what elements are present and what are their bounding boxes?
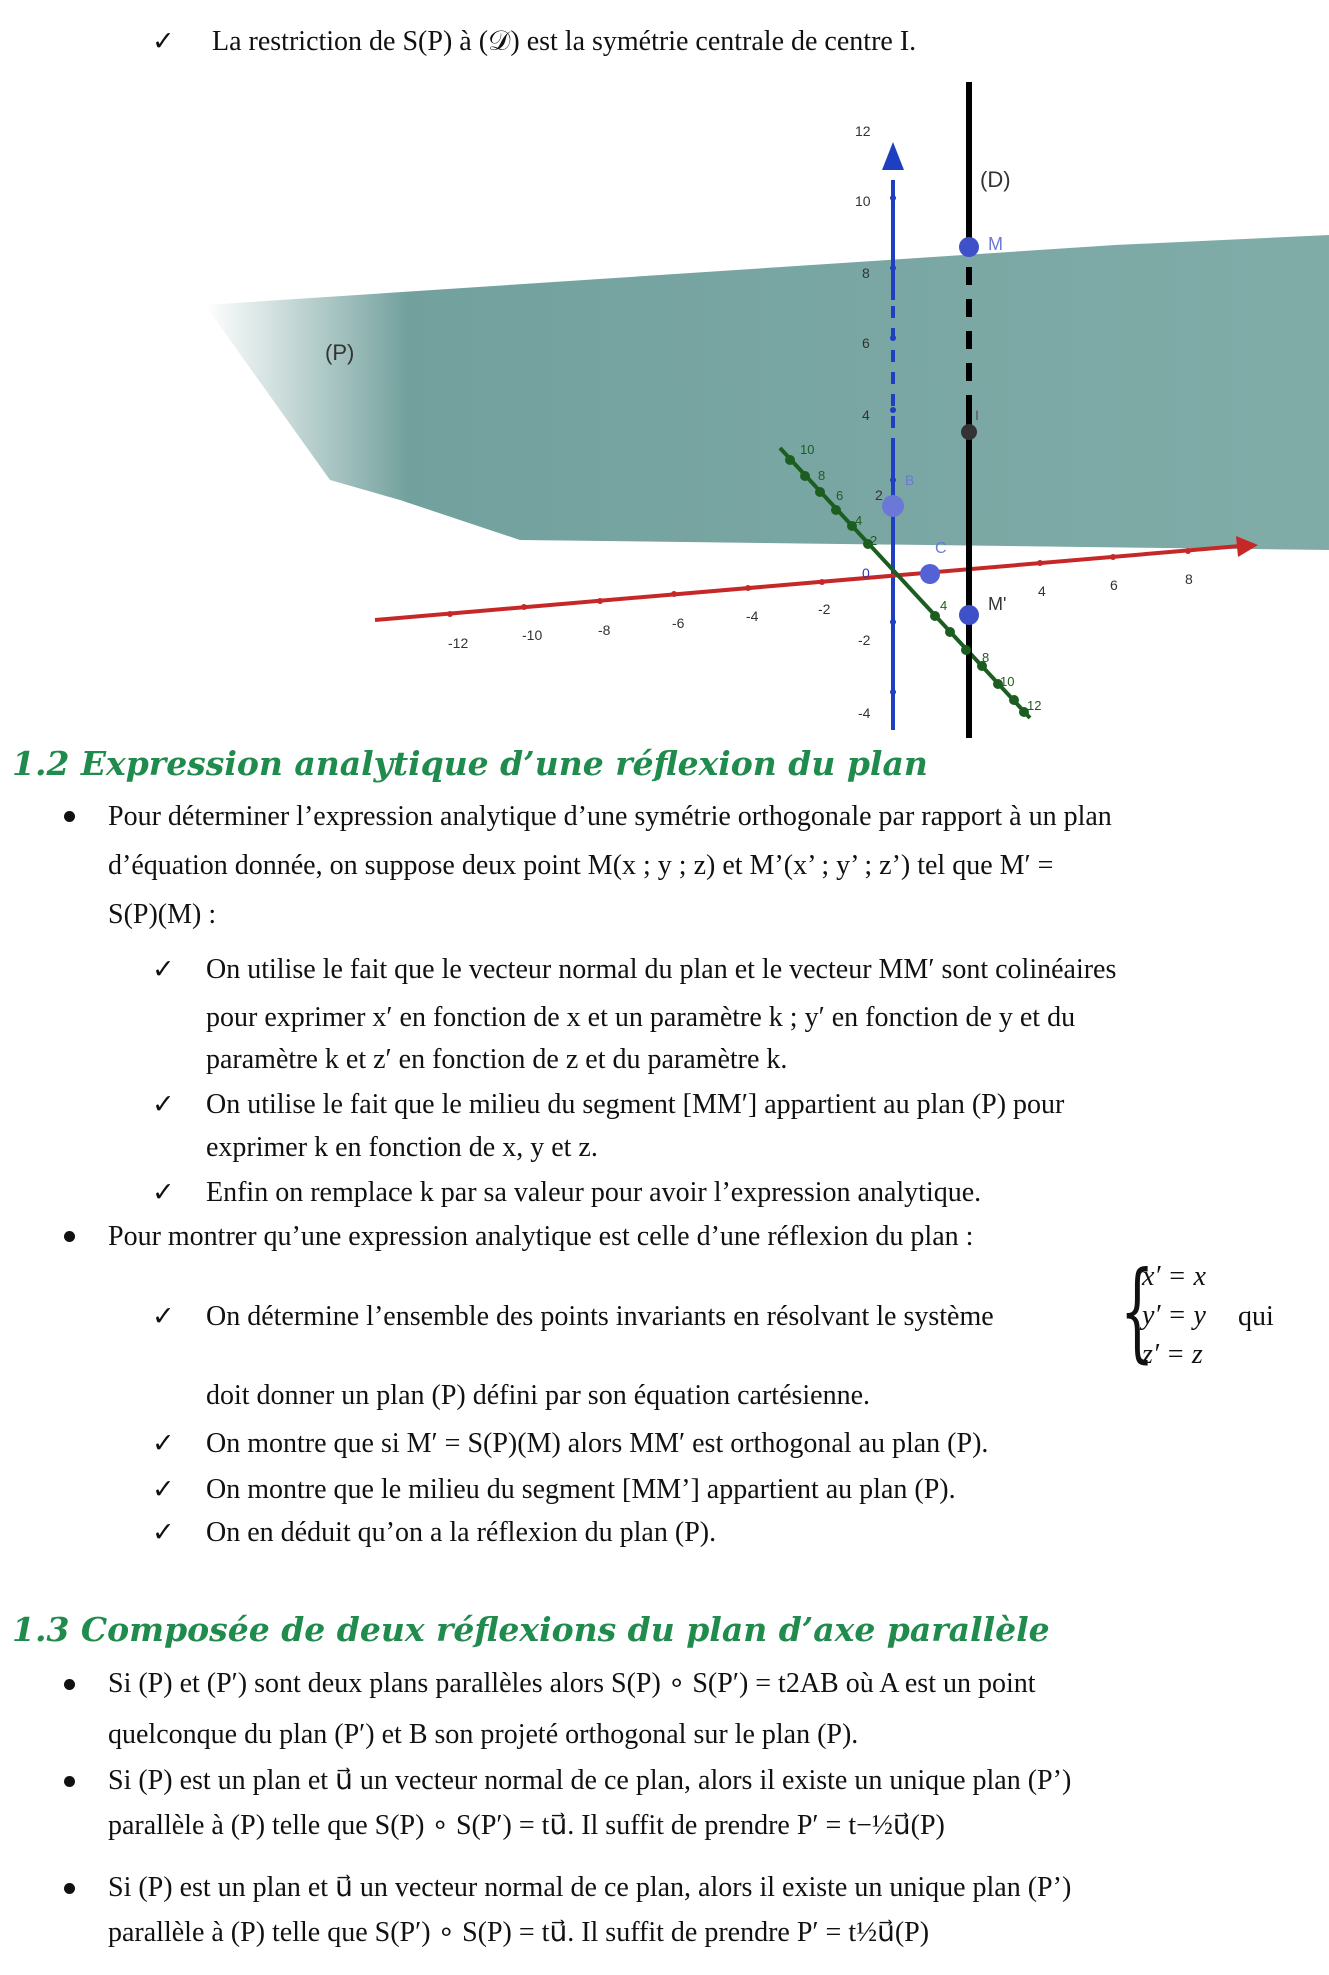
point-m-prime bbox=[959, 605, 979, 625]
x-tick-label: -12 bbox=[448, 635, 469, 651]
y-tick-label: 12 bbox=[855, 123, 871, 139]
check-icon: ✓ bbox=[152, 954, 175, 985]
x-tick-label: 4 bbox=[1038, 583, 1046, 599]
z-tick-label: 8 bbox=[982, 650, 990, 665]
origin-label: 0 bbox=[862, 565, 870, 581]
y-tick-label: 8 bbox=[862, 265, 870, 281]
x-tick-label: -2 bbox=[818, 601, 831, 617]
top-line: La restriction de S(P) à (𝒟) est la symétrie centrale de centre I. bbox=[212, 26, 917, 57]
y-tick-label: 2 bbox=[875, 487, 883, 503]
point-m bbox=[959, 237, 979, 257]
paragraph-line: Pour montrer qu’une expression analytique est celle d’une réflexion du plan : bbox=[108, 1221, 974, 1252]
plane-label: (P) bbox=[325, 340, 355, 365]
bullet-icon bbox=[64, 811, 75, 822]
y-tick-label: 6 bbox=[862, 335, 870, 351]
z-tick-label: 2 bbox=[870, 533, 878, 548]
y-tick-label: -4 bbox=[858, 705, 871, 721]
z-tick-label: 6 bbox=[836, 488, 844, 503]
z-tick-label: 10 bbox=[800, 442, 815, 457]
paragraph-line: On montre que le milieu du segment [MM’] appartient au plan (P). bbox=[206, 1474, 956, 1505]
system-eq-3: z′ = z bbox=[1142, 1339, 1203, 1370]
paragraph-line: S(P)(M) : bbox=[108, 899, 217, 930]
point-m-label: M bbox=[988, 234, 1003, 254]
x-tick-label: -4 bbox=[746, 608, 759, 624]
paragraph-line: On détermine l’ensemble des points invariants en résolvant le système bbox=[206, 1301, 994, 1332]
section-1-3-title: 1.3 Composée de deux réflexions du plan d’axe parallèle bbox=[12, 1610, 1050, 1649]
paragraph-line: paramètre k et z′ en fonction de z et du paramètre k. bbox=[206, 1044, 788, 1075]
paragraph-line: Pour déterminer l’expression analytique d’une symétrie orthogonale par rapport à un plan bbox=[108, 801, 1112, 832]
x-tick-label: 6 bbox=[1110, 577, 1118, 593]
paragraph-line: Enfin on remplace k par sa valeur pour avoir l’expression analytique. bbox=[206, 1177, 982, 1208]
paragraph-line: Si (P) est un plan et u⃗ un vecteur normal de ce plan, alors il existe un unique plan (P’) bbox=[108, 1872, 1072, 1903]
paragraph-line: Si (P) et (P′) sont deux plans parallèles alors S(P) ∘ S(P′) = t2AB où A est un point bbox=[108, 1668, 1036, 1699]
check-icon: ✓ bbox=[152, 1089, 175, 1120]
point-c bbox=[920, 564, 940, 584]
y-axis-arrow bbox=[882, 142, 904, 170]
bullet-icon bbox=[64, 1679, 75, 1690]
check-icon: ✓ bbox=[152, 26, 175, 57]
z-tick-label: 10 bbox=[1000, 674, 1015, 689]
3d-figure bbox=[0, 70, 1329, 750]
point-i-label: I bbox=[975, 407, 979, 423]
check-icon: ✓ bbox=[152, 1177, 175, 1208]
brace-icon: { bbox=[1120, 1249, 1155, 1374]
paragraph-line: Si (P) est un plan et u⃗ un vecteur normal de ce plan, alors il existe un unique plan (P’) bbox=[108, 1765, 1072, 1796]
plane-p bbox=[205, 235, 1329, 550]
z-tick-label: 4 bbox=[940, 598, 948, 613]
paragraph-line: exprimer k en fonction de x, y et z. bbox=[206, 1132, 598, 1163]
section-1-2-title: 1.2 Expression analytique d’une réflexion du plan bbox=[12, 744, 928, 783]
paragraph-line: On en déduit qu’on a la réflexion du plan (P). bbox=[206, 1517, 717, 1548]
bullet-icon bbox=[64, 1231, 75, 1242]
check-icon: ✓ bbox=[152, 1301, 175, 1332]
paragraph-line: qui bbox=[1238, 1301, 1274, 1332]
bullet-icon bbox=[64, 1883, 75, 1894]
paragraph-line: pour exprimer x′ en fonction de x et un paramètre k ; y′ en fonction de y et du bbox=[206, 1002, 1076, 1033]
z-tick-label: 12 bbox=[1027, 698, 1042, 713]
paragraph-line: parallèle à (P) telle que S(P′) ∘ S(P) = tu⃗. Il suffit de prendre P′ = t½u⃗(P) bbox=[108, 1917, 930, 1948]
bullet-icon bbox=[64, 1776, 75, 1787]
check-icon: ✓ bbox=[152, 1428, 175, 1459]
point-c-label: C bbox=[935, 540, 947, 557]
check-icon: ✓ bbox=[152, 1517, 175, 1548]
x-tick-label: -6 bbox=[672, 615, 685, 631]
paragraph-line: quelconque du plan (P′) et B son projeté orthogonal sur le plan (P). bbox=[108, 1719, 859, 1750]
paragraph-line: d’équation donnée, on suppose deux point M(x ; y ; z) et M’(x’ ; y’ ; z’) tel que M′ = bbox=[108, 850, 1054, 881]
x-tick-label: 8 bbox=[1185, 571, 1193, 587]
paragraph-line: On utilise le fait que le vecteur normal du plan et le vecteur MM′ sont colinéaires bbox=[206, 954, 1117, 985]
line-d-label: (D) bbox=[980, 167, 1011, 192]
point-i bbox=[961, 424, 977, 440]
system-eq-1: x′ = x bbox=[1142, 1261, 1206, 1292]
paragraph-line: parallèle à (P) telle que S(P) ∘ S(P′) = tu⃗. Il suffit de prendre P′ = t−½u⃗(P) bbox=[108, 1810, 945, 1841]
paragraph-line: On utilise le fait que le milieu du segment [MM′] appartient au plan (P) pour bbox=[206, 1089, 1065, 1120]
point-b-label: B bbox=[905, 472, 915, 488]
paragraph-line: doit donner un plan (P) défini par son équation cartésienne. bbox=[206, 1380, 871, 1411]
x-tick-label: -8 bbox=[598, 622, 611, 638]
point-b bbox=[882, 495, 904, 517]
y-tick-label: -2 bbox=[858, 632, 871, 648]
paragraph-line: On montre que si M′ = S(P)(M) alors MM′ est orthogonal au plan (P). bbox=[206, 1428, 989, 1459]
system-eq-2: y′ = y bbox=[1142, 1300, 1206, 1331]
x-tick-label: -10 bbox=[522, 627, 543, 643]
check-icon: ✓ bbox=[152, 1474, 175, 1505]
z-tick-label: 8 bbox=[818, 468, 826, 483]
y-tick-label: 10 bbox=[855, 193, 871, 209]
y-tick-label: 4 bbox=[862, 407, 870, 423]
point-m-prime-label: M' bbox=[988, 594, 1007, 614]
z-tick-label: 4 bbox=[855, 513, 863, 528]
